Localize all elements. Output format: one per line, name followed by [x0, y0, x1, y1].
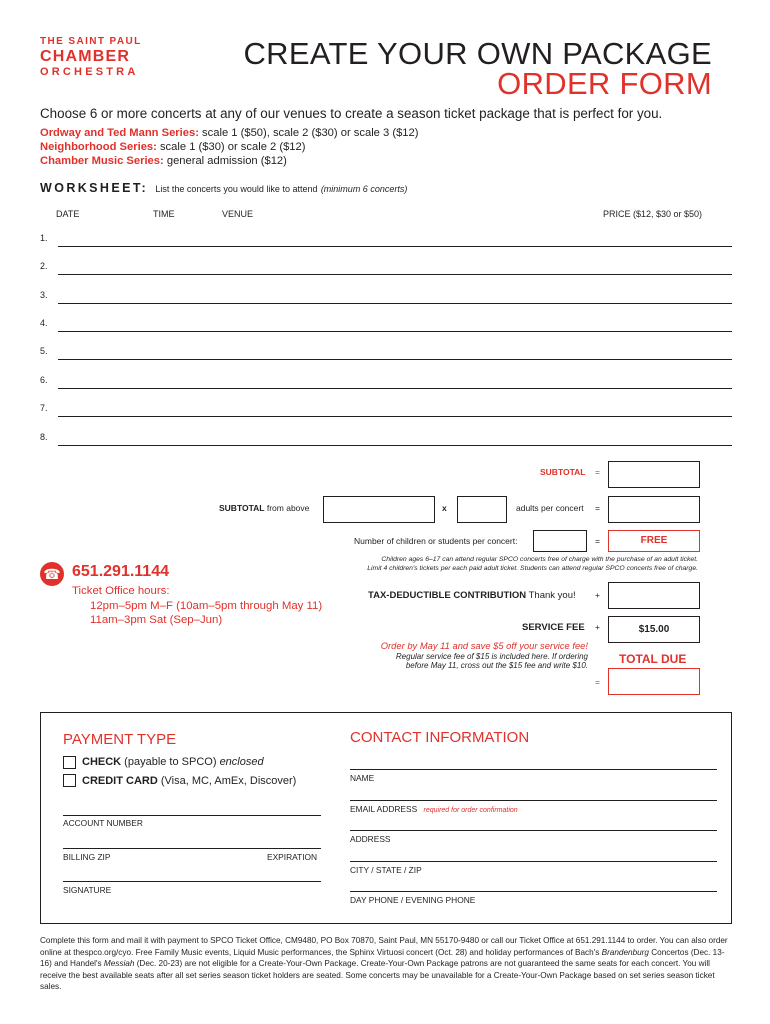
column-time: TIME	[153, 209, 175, 219]
name-field[interactable]	[350, 769, 717, 770]
series-detail: scale 1 ($30) or scale 2 ($12)	[156, 141, 306, 153]
credit-card-checkbox[interactable]	[63, 774, 76, 787]
payment-type-heading: PAYMENT TYPE	[63, 731, 177, 748]
worksheet-hint-min: (minimum 6 concerts)	[320, 184, 408, 194]
from-above: from above	[264, 503, 310, 513]
subtotal-box[interactable]	[608, 461, 700, 488]
check-checkbox[interactable]	[63, 756, 76, 769]
address-label: ADDRESS	[350, 834, 391, 844]
plus-sign: +	[595, 622, 600, 632]
email-label	[350, 804, 518, 814]
series-detail: general admission ($12)	[163, 155, 287, 167]
equals-sign: =	[595, 503, 600, 513]
concert-row-4[interactable]	[40, 318, 732, 332]
service-fee-value: $15.00	[638, 624, 670, 635]
check-enclosed: enclosed	[219, 756, 264, 768]
row-number: 5.	[40, 346, 48, 356]
children-label: Number of children or students per concert:	[354, 536, 518, 546]
check-option-label	[82, 756, 264, 768]
tax-thanks: Thank you!	[526, 590, 576, 601]
office-hours	[72, 584, 322, 628]
series-name: Chamber Music Series:	[40, 155, 164, 167]
order-by-note: Order by May 11 and save $5 off your service fee!	[380, 640, 588, 651]
city-state-zip-field[interactable]	[350, 861, 717, 862]
column-price: PRICE ($12, $30 or $50)	[602, 209, 702, 219]
page-title: CREATE YOUR OWN PACKAGE	[243, 36, 712, 71]
concert-row-7[interactable]	[40, 403, 732, 417]
name-label: NAME	[350, 773, 375, 783]
concert-row-2[interactable]	[40, 261, 732, 275]
email-label-text: EMAIL ADDRESS	[350, 804, 418, 814]
series-chamber	[40, 155, 287, 167]
day-evening-phone-field[interactable]	[350, 891, 717, 892]
adults-per-concert-label: adults per concert	[516, 503, 584, 513]
billing-zip-label: BILLING ZIP	[63, 852, 111, 862]
row-number: 3.	[40, 290, 48, 300]
page-subtitle: ORDER FORM	[497, 66, 712, 101]
row-number: 7.	[40, 403, 48, 413]
concert-row-5[interactable]	[40, 346, 732, 360]
worksheet-hint: List the concerts you would like to attend	[155, 184, 318, 194]
subtotal-bold: SUBTOTAL	[219, 503, 265, 513]
row-number: 4.	[40, 318, 48, 328]
concert-row-6[interactable]	[40, 375, 732, 389]
free-label: FREE	[640, 535, 668, 546]
row-number: 2.	[40, 261, 48, 271]
payment-contact-section	[40, 712, 732, 924]
account-number-label: ACCOUNT NUMBER	[63, 818, 143, 828]
adults-count-box[interactable]	[457, 496, 507, 523]
subtotal-from-label	[219, 503, 309, 513]
hours-saturday: 11am–3pm Sat (Sep–Jun)	[90, 614, 223, 626]
footer-messiah: Messiah	[103, 959, 135, 969]
concert-row-1[interactable]	[40, 233, 732, 247]
intro-text: Choose 6 or more concerts at any of our venues to create a season ticket package that is perfect for you.	[40, 106, 663, 121]
row-number: 8.	[40, 432, 48, 442]
card-bold: CREDIT CARD	[82, 775, 158, 787]
row-line	[58, 246, 732, 247]
row-line	[58, 331, 732, 332]
children-note-line-1: Children ages 6–17 can attend regular SPCO concerts free of charge with the purchase of an adult ticket.	[381, 556, 698, 563]
concert-row-8[interactable]	[40, 432, 732, 446]
regular-fee-note-1: Regular service fee of $15 is included here. If ordering	[395, 652, 588, 661]
footer-brandenburg: Brandenburg	[601, 947, 649, 957]
footer-part-3: (Dec. 20-23) are not eligible for a Create-Your-Own Package. Create-Your-Own Package patrons are not guaranteed the same seats for each concert. You will receive the best available seats after all set series season ticket holders are seated. Some concerts may be unavailable for a Create-Your-Own Package based on set series season ticket sales.	[40, 959, 715, 992]
service-fee-label: SERVICE FEE	[522, 622, 585, 633]
row-line	[58, 359, 732, 360]
series-ordway	[40, 127, 418, 139]
concert-row-3[interactable]	[40, 290, 732, 304]
series-detail: scale 1 ($50), scale 2 ($30) or scale 3 ($12)	[198, 127, 419, 139]
row-number: 6.	[40, 375, 48, 385]
logo-line-1: THE SAINT PAUL	[40, 36, 142, 47]
hours-title: Ticket Office hours:	[72, 585, 170, 597]
adults-total-box[interactable]	[608, 496, 700, 523]
children-count-box[interactable]	[533, 530, 587, 552]
row-line	[58, 388, 732, 389]
row-line	[58, 416, 732, 417]
footer-part-2: Concertos (Dec. 13-16) and Handel's	[40, 947, 725, 969]
card-rest: (Visa, MC, AmEx, Discover)	[157, 775, 297, 787]
row-number: 1.	[40, 233, 48, 243]
signature-field[interactable]	[63, 881, 321, 882]
series-name: Neighborhood Series:	[40, 141, 157, 153]
footer-part-1: Complete this form and mail it with payment to SPCO Ticket Office, CM9480, PO Box 70870, Saint Paul, MN 55170-9480 or call our Ticket Office at 651.291.1144 to order. You can also order online at thespco.org/cyo. Free Family Music events, Liquid Music performances, the Sphinx Virtuosi concert (Oct. 28) and holiday performances of Bach's	[40, 936, 728, 957]
equals-sign: =	[595, 467, 600, 477]
tax-bold: TAX-DEDUCTIBLE CONTRIBUTION	[368, 590, 527, 601]
row-line	[58, 303, 732, 304]
service-fee-box[interactable]	[608, 616, 700, 643]
column-date: DATE	[56, 209, 80, 219]
logo-line-3: ORCHESTRA	[40, 66, 139, 78]
children-note	[367, 555, 698, 573]
spco-logo	[40, 37, 150, 78]
phone-number[interactable]: 651.291.1144	[72, 563, 169, 580]
email-required-note: required for order confirmation	[423, 807, 518, 814]
times-sign: x	[442, 503, 447, 513]
worksheet-heading	[40, 181, 407, 195]
check-bold: CHECK	[82, 756, 122, 768]
row-line	[58, 274, 732, 275]
logo-line-2: CHAMBER	[40, 48, 131, 65]
tax-contribution-label	[368, 590, 576, 601]
series-name: Ordway and Ted Mann Series:	[40, 127, 199, 139]
expiration-label: EXPIRATION	[267, 852, 318, 862]
worksheet-label: WORKSHEET:	[40, 181, 149, 195]
series-neighborhood	[40, 141, 305, 153]
regular-fee-note-2: before May 11, cross out the $15 fee and write $10.	[405, 661, 588, 670]
column-venue: VENUE	[222, 209, 254, 219]
service-fee-note	[381, 640, 588, 670]
day-evening-phone-label: DAY PHONE / EVENING PHONE	[350, 895, 476, 905]
billing-zip-field[interactable]	[63, 848, 321, 849]
subtotal-from-above-box[interactable]	[323, 496, 435, 523]
row-line	[58, 445, 732, 446]
plus-sign: +	[595, 590, 600, 600]
hours-weekday: 12pm–5pm M–F (10am–5pm through May 11)	[90, 599, 323, 612]
footer-instructions	[40, 935, 732, 993]
account-number-field[interactable]	[63, 815, 321, 816]
email-field[interactable]	[350, 800, 717, 801]
city-state-zip-label: CITY / STATE / ZIP	[350, 865, 422, 875]
children-note-line-2: Limit 4 children's tickets per each paid adult ticket. Students can attend regular SPCO concerts free of charge.	[367, 565, 698, 572]
signature-label: SIGNATURE	[63, 885, 112, 895]
credit-card-option-label	[82, 775, 296, 787]
equals-sign: =	[595, 677, 600, 687]
subtotal-label: SUBTOTAL	[540, 467, 586, 477]
total-due-label: TOTAL DUE	[619, 652, 687, 666]
contribution-box[interactable]	[608, 582, 700, 609]
contact-info-heading: CONTACT INFORMATION	[350, 729, 530, 746]
children-free-box	[608, 530, 700, 552]
check-rest: (payable to SPCO)	[121, 756, 220, 768]
address-field[interactable]	[350, 830, 717, 831]
total-due-box[interactable]	[608, 668, 700, 695]
phone-icon: ☎	[40, 562, 64, 586]
equals-sign: =	[595, 536, 600, 546]
